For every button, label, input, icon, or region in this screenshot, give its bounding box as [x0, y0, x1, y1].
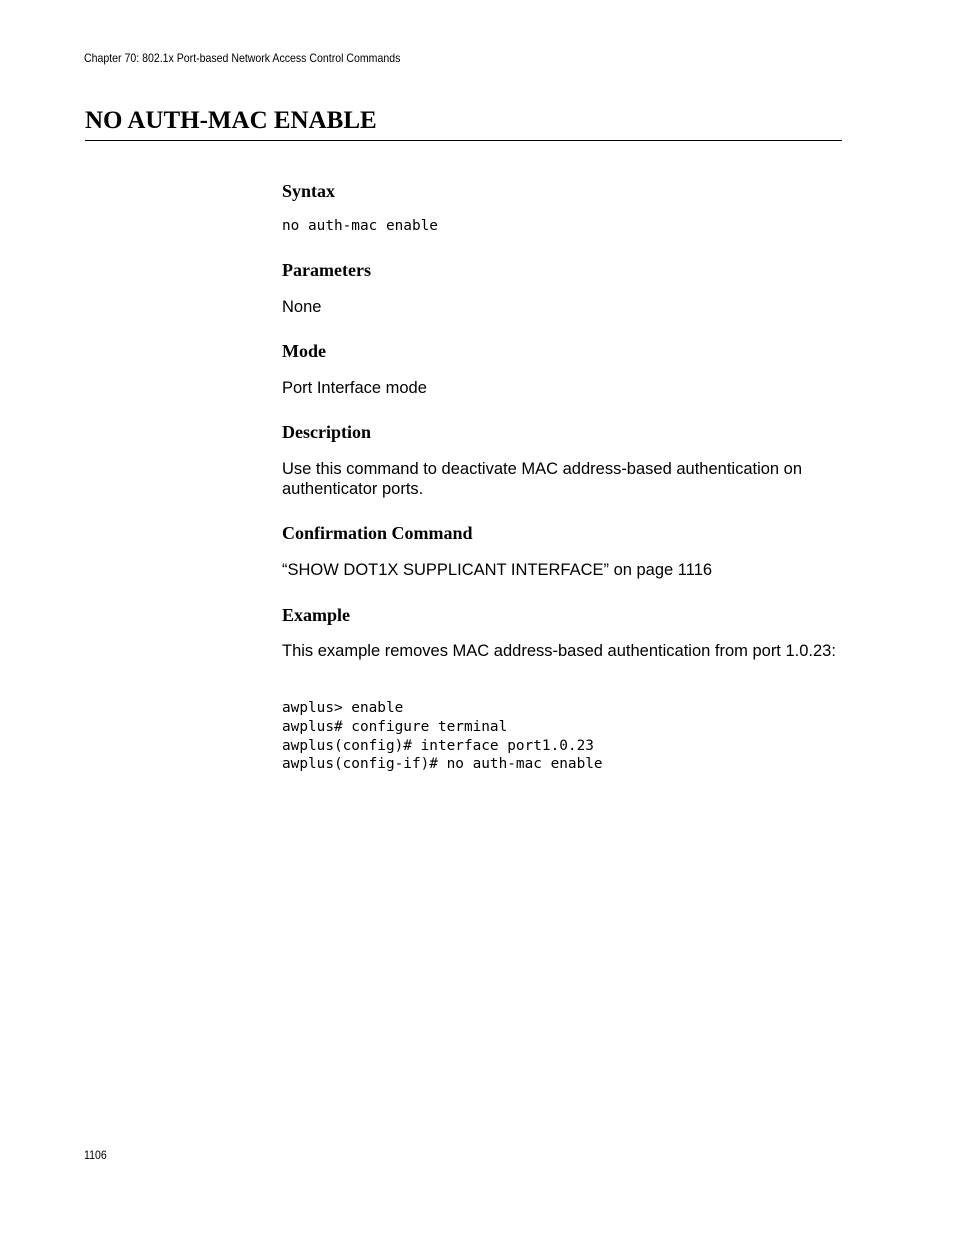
syntax-code: no auth-mac enable [282, 218, 438, 234]
page-number: 1106 [84, 1148, 107, 1162]
mode-heading: Mode [282, 341, 326, 361]
running-header: Chapter 70: 802.1x Port-based Network Access Control Commands [84, 51, 401, 65]
parameters-heading: Parameters [282, 260, 371, 280]
example-code-line: awplus(config)# interface port1.0.23 [282, 738, 594, 754]
parameters-text: None [282, 298, 322, 316]
example-code-line: awplus> enable [282, 700, 404, 716]
mode-text: Port Interface mode [282, 379, 427, 397]
syntax-heading: Syntax [282, 181, 336, 201]
example-code-line: awplus(config-if)# no auth-mac enable [282, 756, 603, 772]
description-text: Use this command to deactivate MAC address-based authentication on authenticator ports. [282, 460, 803, 498]
example-text: This example removes MAC address-based authentication from port 1.0.23: [282, 642, 836, 660]
page-title: NO AUTH-MAC ENABLE [85, 107, 377, 134]
description-heading: Description [282, 422, 371, 442]
example-heading: Example [282, 605, 351, 625]
confirmation-link[interactable]: “SHOW DOT1X SUPPLICANT INTERFACE” on page 1116 [282, 561, 713, 579]
confirmation-heading: Confirmation Command [282, 523, 473, 543]
title-rule [85, 140, 842, 141]
example-code-line: awplus# configure terminal [282, 719, 508, 735]
